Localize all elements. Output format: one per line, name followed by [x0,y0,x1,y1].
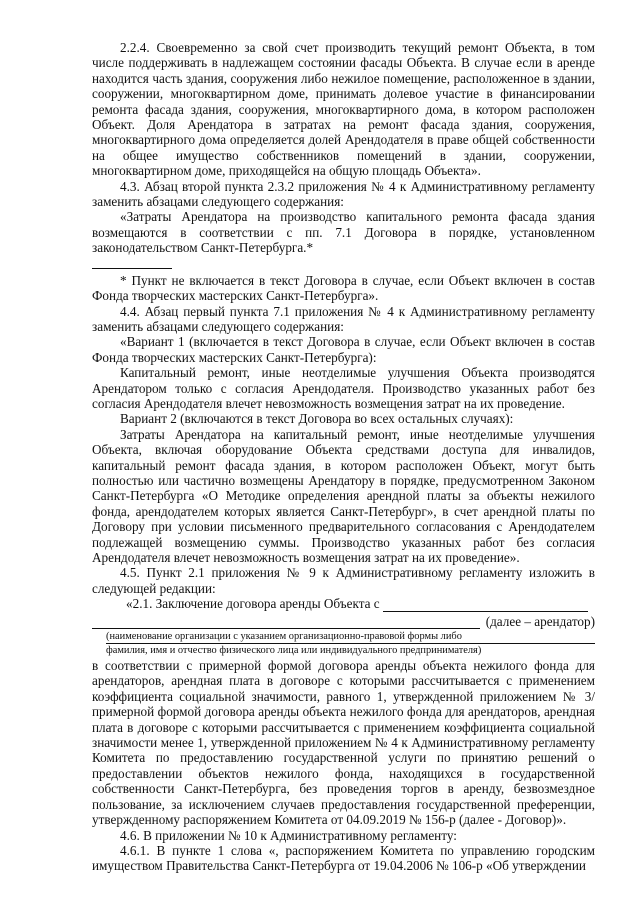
paragraph-2-1-body: в соответствии с примерной формой договора аренды объекта нежилого фонда для арендаторов, арендная плата в договоре с которыми рассчитывается с применением коэффициента социальной значимости, равного 1, утвержденной приложением № 3/ примерной формой договора аренды объекта нежилого фонда для арендаторов, арендная плата в договоре с которыми рассчитывается с применением коэффициента социальной значимости менее 1, утвержденной приложением № 4 к Административному регламенту Комитета по предоставлению государственной услуги по принятию решений о предоставлении объектов нежилого фонда, находящихся в государственной собственности Санкт-Петербурга, без проведения торгов в аренду, безвозмездное пользование, за исключением случаев предоставления государственной преференции, утвержденному распоряжением Комитета от 04.09.2019 № 156-р (далее - Договор)». [92,658,595,828]
caption-line-2: фамилия, имя и отчество физического лица или индивидуального предпринимателя) [106,645,482,657]
paragraph-4-5: 4.5. Пункт 2.1 приложения № 9 к Административному регламенту изложить в следующей редакции: [92,565,595,596]
blank-field-line-full [92,616,480,629]
arrendator-label: (далее – арендатор) [485,613,595,629]
paragraph-4-6-1: 4.6.1. В пункте 1 слова «, распоряжением Комитета по управлению городским имуществом Правительства Санкт-Петербурга от 19.04.2006 № 106-р «Об утверждении [92,842,595,874]
paragraph-4-6: 4.6. В приложении № 10 к Административному регламенту: [120,827,457,843]
paragraph-2-1-start [92,596,595,611]
paragraph-variant-2-text: Затраты Арендатора на капитальный ремонт, иные неотделимые улучшения Объекта, включая оборудование Объекта средствами доступа для инвалидов, капитальный ремонт фасада здания, в котором расположен Объект, могут быть полностью или частично возмещены Арендатору в порядке, предусмотренном Законом Санкт-Петербурга «О Методике определения арендной платы за объекты нежилого фонда, арендодателем которых является Санкт-Петербург», в счет арендной платы по Договору при условии письменного предварительного согласования с Арендодателем подлежащей возмещению суммы. Производство указанных работ без согласия Арендодателя влечет невозможность возмещения затрат на их проведение». [92,426,595,565]
paragraph-4-4: 4.4. Абзац первый пункта 7.1 приложения № 4 к Административному регламенту заменить абзацами следующего содержания: [92,303,595,334]
paragraph-4-3-quote: «Затраты Арендатора на производство капитального ремонта фасада здания возмещаются в соответствии с пп. 7.1 Договора в порядке, установленном законодательством Санкт-Петербурга.* [92,209,595,256]
document-page [92,40,595,874]
paragraph-2-2-4: 2.2.4. Своевременно за свой счет производить текущий ремонт Объекта, в том числе поддерживать в надлежащем состоянии фасады Объекта. В случае если в аренде находится часть здания, сооружения либо нежилое помещение, расположенное в здании, сооружении, многоквартирном доме, принимать долевое участие в финансировании ремонта фасада здания, сооружения, многоквартирного дома, в котором расположен Объект. Доля Арендатора в затратах на ремонт фасада здания, сооружения, многоквартирного дома определяется долей Арендодателя в праве общей собственности на общее имущество собственников помещений в здании, сооружении, многоквартирном доме, приходящейся на общую площадь Объекта». [92,40,595,179]
paragraph-variant-2: Вариант 2 (включаются в текст Договора во всех остальных случаях): [120,411,514,427]
field-caption [106,631,595,657]
blank-field-row [92,614,595,629]
paragraph-2-1-start-text: «2.1. Заключение договора аренды Объекта с [126,596,380,612]
footnote: * Пункт не включается в текст Договора в случае, если Объект включен в состав Фонда творческих мастерских Санкт-Петербурга». [92,272,595,304]
blank-field-line [383,599,588,612]
paragraph-variant-1: «Вариант 1 (включается в текст Договора в случае, если Объект включен в состав Фонда творческих мастерских Санкт-Петербурга): [92,334,595,365]
caption-line-1: (наименование организации с указанием организационно-правовой формы либо [106,631,595,644]
paragraph-variant-1-text: Капитальный ремонт, иные неотделимые улучшения Объекта производятся Арендатором только с согласия Арендодателя. Производство указанных работ без согласия Арендодателя влечет невозможность возмещения затрат на их проведение. [92,365,595,411]
paragraph-4-3: 4.3. Абзац второй пункта 2.3.2 приложения № 4 к Административному регламенту заменить абзацами следующего содержания: [92,178,595,210]
footnote-divider [92,268,172,269]
